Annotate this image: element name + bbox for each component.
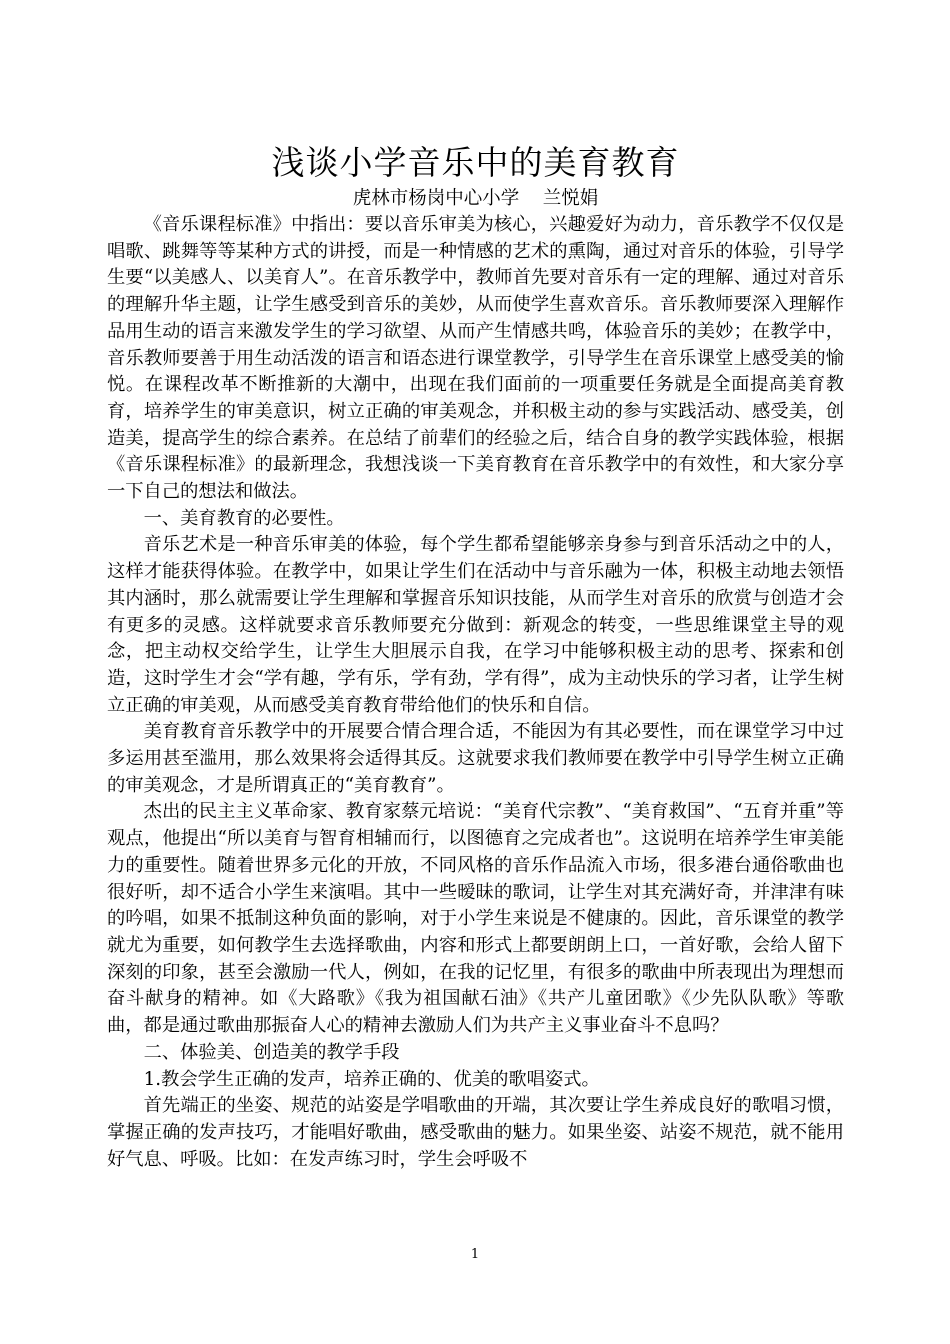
paragraph: 音乐艺术是一种音乐审美的体验，每个学生都希望能够亲身参与到音乐活动之中的人，这样才能获得体验。在教学中，如果让学生们在活动中与音乐融为一体，积极主动地去领悟其内涵时，那么就需要让学生理解和掌握音乐知识技能，从而学生对音乐的欣赏与创造才会有更多的灵感。这样就要求音乐教师要充分做到：新观念的转变，一些思维课堂主导的观念，把主动权交给学生，让学生大胆展示自我，在学习中能够积极主动的思考、探索和创造，这时学生才会“学有趣，学有乐，学有劲，学有得”，成为主动快乐的学习者，让学生树立正确的审美观，从而感受美育教育带给他们的快乐和自信。 — [107, 534, 844, 716]
paragraph: 首先端正的坐姿、规范的站姿是学唱歌曲的开端，其次要让学生养成良好的歌唱习惯，掌握正确的发声技巧，才能唱好歌曲，感受歌曲的魅力。如果坐姿、站姿不规范，就不能用好气息、呼吸。比如：在发声练习时，学生会呼吸不 — [107, 1095, 844, 1170]
document-title: 浅谈小学音乐中的美育教育 — [271, 143, 680, 182]
page-number: 1 — [470, 1247, 480, 1262]
paragraph: 杰出的民主主义革命家、教育家蔡元培说：“美育代宗教”、“美育救国”、“五育并重”等观点，他提出“所以美育与智育相辅而行，以图德育之完成者也”。这说明在培养学生审美能力的重要性。随着世界多元化的开放，不同风格的音乐作品流入市场，很多港台通俗歌曲也很好听，却不适合小学生来演唱。其中一些暧昧的歌词，让学生对其充满好奇，并津津有味的吟唱，如果不抵制这种负面的影响，对于小学生来说是不健康的。因此，音乐课堂的教学就尤为重要，如何教学生去选择歌曲，内容和形式上都要朗朗上口，一首好歌，会给人留下深刻的印象，甚至会激励一代人，例如，在我的记忆里，有很多的歌曲中所表现出为理想而奋斗献身的精神。如《大路歌》《我为祖国献石油》《共产儿童团歌》《少先队队歌》等歌曲，都是通过歌曲那振奋人心的精神去激励人们为共产主义事业奋斗不息吗？ — [107, 801, 844, 1037]
document-body — [107, 140, 844, 1173]
author-line: 虎林市杨岗中心小学 兰悦娟 — [352, 188, 599, 209]
section-heading-1: 一、美育教育的必要性。 — [143, 507, 345, 529]
subsection-heading: 1.教会学生正确的发声，培养正确的、优美的歌唱姿式。 — [143, 1068, 600, 1090]
paragraph: 美育教育音乐教学中的开展要合情合理合适，不能因为有其必要性，而在课堂学习中过多运用甚至滥用，那么效果将会适得其反。这就要求我们教师要在教学中引导学生树立正确的审美观念，才是所谓真正的“美育教育”。 — [107, 721, 844, 796]
section-heading-2: 二、体验美、创造美的教学手段 — [143, 1041, 400, 1063]
paragraph-intro: 《音乐课程标准》中指出：要以音乐审美为核心，兴趣爱好为动力，音乐教学不仅仅是唱歌、跳舞等等某种方式的讲授，而是一种情感的艺术的熏陶，通过对音乐的体验，引导学生要“以美感人、以美育人”。在音乐教学中，教师首先要对音乐有一定的理解、通过对音乐的理解升华主题，让学生感受到音乐的美妙，从而使学生喜欢音乐。音乐教师要深入理解作品用生动的语言来激发学生的学习欲望、从而产生情感共鸣，体验音乐的美妙；在教学中，音乐教师要善于用生动活泼的语言和语态进行课堂教学，引导学生在音乐课堂上感受美的愉悦。在课程改革不断推新的大潮中，出现在我们面前的一项重要任务就是全面提高美育教育，培养学生的审美意识，树立正确的审美观念，并积极主动的参与实践活动、感受美，创造美，提高学生的综合素养。在总结了前辈们的经验之后，结合自身的教学实践体验，根据《音乐课程标准》的最新理念，我想浅谈一下美育教育在音乐教学中的有效性，和大家分享一下自己的想法和做法。 — [107, 214, 844, 503]
